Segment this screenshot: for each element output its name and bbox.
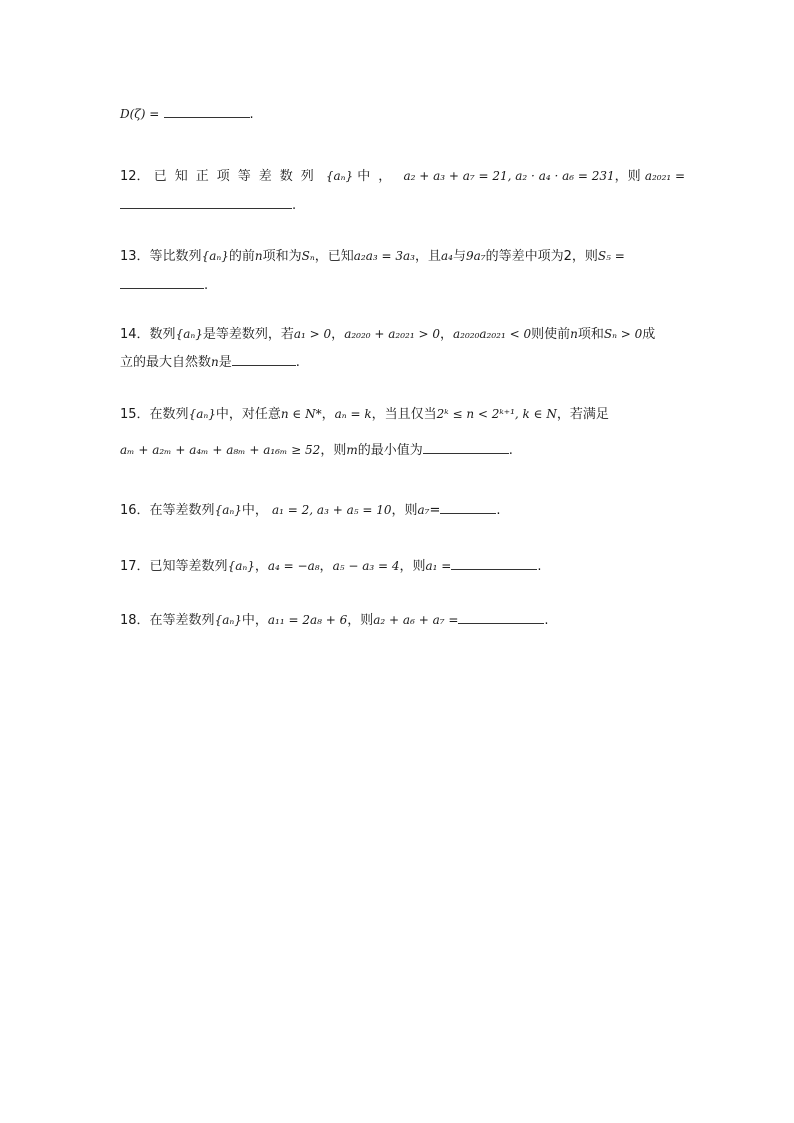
- q13-number: 13．: [120, 249, 150, 264]
- q18-condition: a₁₁ = 2a₈ + 6: [267, 613, 348, 627]
- q12-text-c: ，则: [614, 169, 641, 184]
- q15-line2-b: 的最小值为: [357, 443, 423, 458]
- q16-text-a: 在等差数列: [149, 503, 215, 518]
- q14-line2-n: n: [211, 355, 219, 369]
- q11-tail: [120, 104, 254, 125]
- q15-seq: {aₙ}: [188, 407, 216, 421]
- q14-line2-a: 立的最大自然数: [120, 355, 212, 370]
- q13-line1: [120, 246, 625, 267]
- q17-c2: a₅ − a₃ = 4: [332, 559, 400, 573]
- q13-seq: {aₙ}: [201, 249, 229, 263]
- q15-sep1: ，: [321, 407, 335, 422]
- q15-c1: n ∈ N*: [280, 407, 322, 421]
- q15-number: 15．: [120, 407, 150, 422]
- q14-seq: {aₙ}: [175, 327, 203, 341]
- q14-line2: [120, 352, 300, 373]
- q18-period: .: [544, 613, 549, 628]
- q16-target: a₇: [417, 503, 430, 517]
- q15-line1: [120, 404, 609, 425]
- q15-period: .: [508, 443, 513, 458]
- q12-answer-blank[interactable]: [120, 196, 292, 209]
- q15-c3: 2ᵏ ≤ n < 2ᵏ⁺¹, k ∈ N: [436, 407, 557, 421]
- q16-number: 16．: [120, 503, 150, 518]
- q15-text-c: ，当且仅当: [371, 407, 437, 422]
- q12-period: .: [292, 198, 297, 213]
- q13-nine-a7: 9a₇: [465, 249, 486, 263]
- q12-number: 12．: [120, 169, 150, 184]
- q18-text-b: 中，: [241, 613, 268, 628]
- q13-n: n: [254, 249, 263, 263]
- q18-number: 18．: [120, 613, 150, 628]
- q15-line2-a: ，则: [320, 443, 347, 458]
- q18-target: a₂ + a₆ + a₇ =: [373, 613, 459, 627]
- q14-text-c: 则使前: [531, 327, 571, 342]
- q12-condition: a₂ + a₃ + a₇ = 21, a₂ · a₄ · a₆ = 231: [403, 169, 615, 183]
- q17-answer-blank[interactable]: [451, 557, 537, 570]
- q14-c1: a₁ > 0: [293, 327, 332, 341]
- q16-condition: a₁ = 2, a₃ + a₅ = 10: [272, 503, 392, 517]
- q12-target: a₂₀₂₁ =: [644, 169, 686, 183]
- q18-text-c: ，则: [347, 613, 374, 628]
- q14-c2: a₂₀₂₀ + a₂₀₂₁ > 0: [344, 327, 440, 341]
- q13-text-f: 与: [452, 249, 466, 264]
- q17-number: 17．: [120, 559, 150, 574]
- q15-answer-blank[interactable]: [423, 441, 509, 454]
- q18-answer-blank[interactable]: [458, 611, 544, 624]
- q14-sep2: ，: [439, 327, 453, 342]
- q14-text-e: 成: [642, 327, 656, 342]
- q14-sep1: ，: [331, 327, 345, 342]
- q14-text-b: 是等差数列，若: [202, 327, 294, 342]
- q13-line2: [120, 276, 208, 296]
- q13-period: .: [204, 278, 209, 293]
- q18-text-a: 在等差数列: [149, 613, 215, 628]
- q15-text-b: 中，对任意: [215, 407, 281, 422]
- q13-text-d: ，已知: [314, 249, 354, 264]
- q17-text-b: ，则: [399, 559, 426, 574]
- q13-answer-blank[interactable]: [120, 276, 204, 289]
- q13-a4: a₄: [440, 249, 453, 263]
- q14-c3: a₂₀₂₀a₂₀₂₁ < 0: [453, 327, 532, 341]
- q14-sn: Sₙ > 0: [603, 327, 643, 341]
- q14-line1: [120, 324, 655, 345]
- q12-text-a: 已知正项等差数列: [153, 169, 322, 184]
- q12-seq: {aₙ}: [325, 169, 354, 183]
- q16-seq: {aₙ}: [214, 503, 242, 517]
- q13-cond1: a₂a₃ = 3a₃: [353, 249, 415, 263]
- q14-line2-b: 是: [218, 355, 232, 370]
- q17-c1: a₄ = −a₈: [267, 559, 320, 573]
- q16-text-c: ，则: [391, 503, 418, 518]
- q17-line: [120, 556, 542, 577]
- q15-line2-m: m: [346, 443, 358, 457]
- q16-period: .: [496, 503, 501, 518]
- q13-sn: Sₙ: [301, 249, 315, 263]
- q15-c2: aₙ = k: [334, 407, 372, 421]
- q13-text-e: ，且: [414, 249, 441, 264]
- q18-line: [120, 610, 549, 631]
- q17-target: a₁ =: [425, 559, 452, 573]
- q15-line2-cond: aₘ + a₂ₘ + a₄ₘ + a₈ₘ + a₁₆ₘ ≥ 52: [120, 443, 321, 457]
- q17-sep1: ，: [254, 559, 268, 574]
- q13-text-a: 等比数列: [149, 249, 202, 264]
- q11-answer-blank[interactable]: [164, 105, 250, 118]
- q14-text-a: 数列: [149, 327, 176, 342]
- q11-period: .: [249, 107, 254, 122]
- q15-text-a: 在数列: [149, 407, 189, 422]
- q13-text-g: 的等差中项为2，则: [485, 249, 598, 264]
- q17-text-a: 已知等差数列: [149, 559, 228, 574]
- q14-n: n: [570, 327, 578, 341]
- q12-line1: [120, 166, 685, 187]
- q14-text-d: 项和: [577, 327, 604, 342]
- q16-answer-blank[interactable]: [440, 501, 496, 514]
- q11-variance-expr: D(ζ) =: [120, 107, 160, 121]
- q17-period: .: [537, 559, 542, 574]
- q15-text-d: ，若满足: [556, 407, 609, 422]
- q14-number: 14．: [120, 327, 150, 342]
- q14-period: .: [295, 355, 300, 370]
- q17-seq: {aₙ}: [227, 559, 255, 573]
- q13-target: S₅ =: [597, 249, 625, 263]
- q16-text-b: 中，: [241, 503, 268, 518]
- q16-line: [120, 500, 501, 521]
- q13-text-b: 的前: [228, 249, 255, 264]
- q14-answer-blank[interactable]: [232, 353, 296, 366]
- q17-sep2: ，: [319, 559, 333, 574]
- q12-line2: [120, 196, 296, 216]
- q12-text-b: 中，: [357, 169, 400, 184]
- q15-line2: [120, 440, 513, 461]
- q16-eq: =: [429, 503, 441, 518]
- q13-text-c: 项和为: [262, 249, 302, 264]
- q18-seq: {aₙ}: [214, 613, 242, 627]
